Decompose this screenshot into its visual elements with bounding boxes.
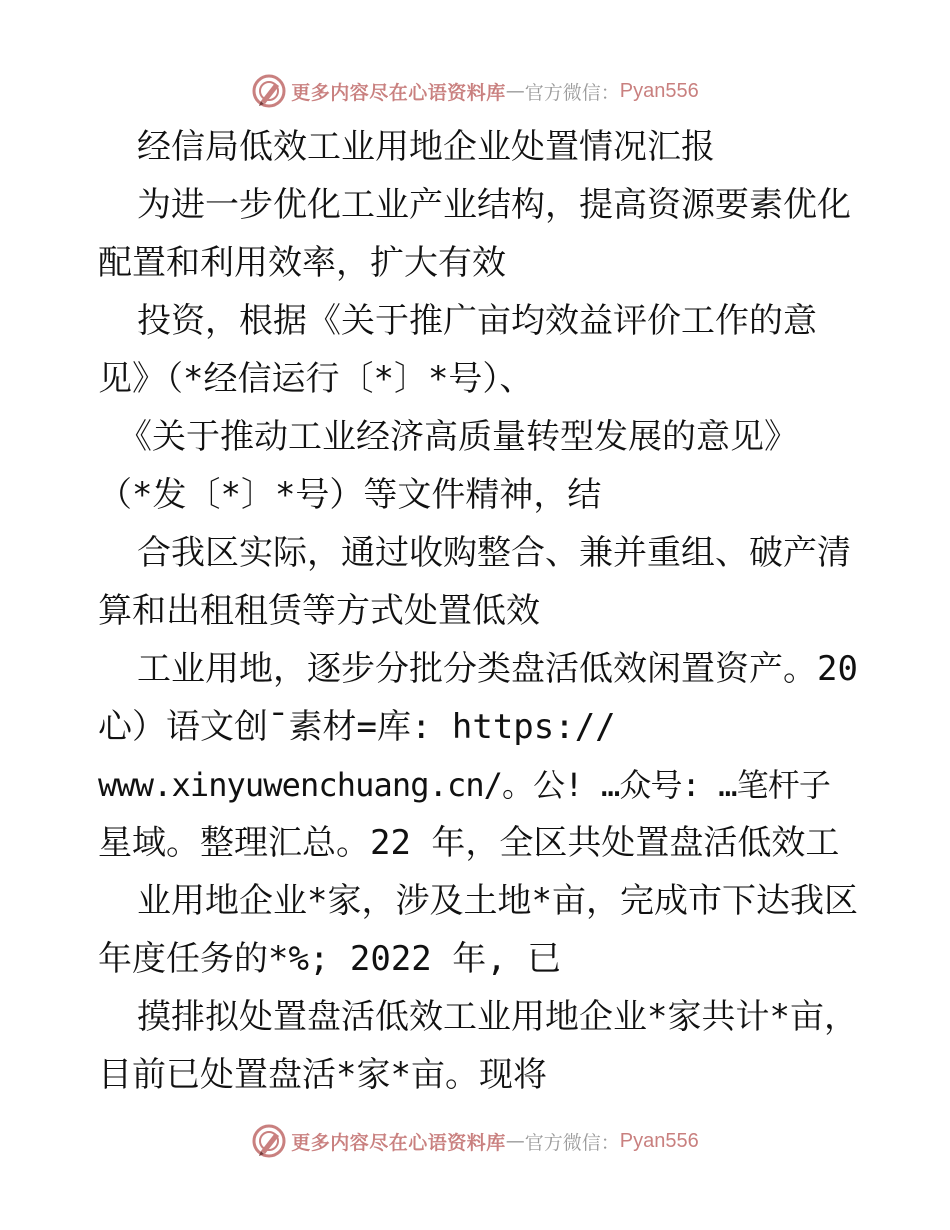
doc-line: 业用地企业*家，涉及土地*亩，完成市下达我区: [137, 881, 858, 921]
doc-line: 为进一步优化工业产业结构，提高资源要素优化: [137, 185, 851, 225]
doc-line: 星域。整理汇总。22 年，全区共处置盘活低效工: [98, 823, 840, 863]
doc-line: （*发〔*〕*号）等文件精神，结: [98, 475, 602, 515]
banner-wechat-label: 官方微信：: [524, 81, 620, 104]
doc-line: 工业用地，逐步分批分类盘活低效闲置资产。20: [137, 649, 858, 689]
banner-wechat-id: Pyan556: [619, 79, 699, 102]
doc-line: 算和出租租赁等方式处置低效: [98, 591, 540, 631]
banner-title: 更多内容尽在心语资料库: [291, 1131, 506, 1154]
doc-line: 年度任务的*%; 2022 年, 已: [98, 939, 562, 979]
doc-line: 配置和利用效率，扩大有效: [98, 243, 506, 283]
doc-line: 见》（*经信运行〔*〕*号）、: [98, 359, 534, 399]
header-banner: [0, 73, 950, 109]
doc-line: 投资，根据《关于推广亩均效益评价工作的意: [137, 301, 817, 341]
footer-banner: [0, 1123, 950, 1159]
logo-icon: [251, 73, 287, 109]
banner-wechat-id: Pyan556: [619, 1129, 699, 1152]
logo-icon: [251, 1123, 287, 1159]
doc-title: 经信局低效工业用地企业处置情况汇报: [137, 127, 715, 167]
doc-line: 合我区实际，通过收购整合、兼并重组、破产清: [137, 533, 851, 573]
banner-title: 更多内容尽在心语资料库: [291, 81, 506, 104]
banner-separator: —: [505, 80, 525, 102]
doc-line: 目前已处置盘活*家*亩。现将: [98, 1055, 547, 1095]
banner-wechat-label: 官方微信：: [524, 1131, 620, 1154]
doc-line: 摸排拟处置盘活低效工业用地企业*家共计*亩，: [137, 997, 858, 1037]
doc-line: 《关于推动工业经济高质量转型发展的意见》: [118, 417, 798, 457]
doc-line: 心）语文创¯素材=库: https://: [98, 707, 616, 747]
banner-separator: —: [505, 1130, 525, 1152]
doc-line: www.xinyuwenchuang.cn/。公! …众号: …笔杆子: [98, 766, 830, 804]
